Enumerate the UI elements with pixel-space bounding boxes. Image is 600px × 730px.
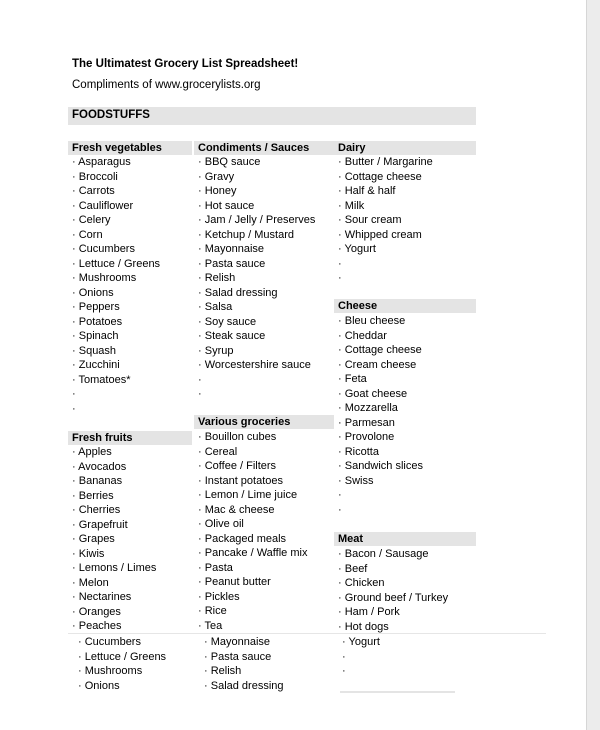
list-item: · Sandwich slices bbox=[338, 459, 423, 474]
header-fresh-fruits: Fresh fruits bbox=[68, 431, 192, 445]
list-item: · Nectarines bbox=[72, 590, 156, 605]
list-item: · Parmesan bbox=[338, 416, 423, 431]
list-item: · Pasta sauce bbox=[198, 257, 315, 272]
list-item: · Tea bbox=[198, 619, 307, 634]
list-item: · Whipped cream bbox=[338, 228, 433, 243]
header-meat: Meat bbox=[334, 532, 476, 546]
list-item bbox=[342, 650, 380, 665]
list-item: · Hot dogs bbox=[338, 620, 448, 635]
list-item: · Chicken bbox=[338, 576, 448, 591]
list-item: · Cheddar bbox=[338, 329, 423, 344]
list-item: · Lemons / Limes bbox=[72, 561, 156, 576]
list-item: · Mayonnaise bbox=[198, 242, 315, 257]
list-item: · Grapefruit bbox=[72, 518, 156, 533]
list-item: · Spinach bbox=[72, 329, 160, 344]
list-item bbox=[198, 373, 315, 388]
list-item: · Oranges bbox=[72, 605, 156, 620]
list-cheese bbox=[338, 314, 423, 517]
document-title: The Ultimatest Grocery List Spreadsheet! bbox=[72, 58, 299, 70]
list-item: · Peaches bbox=[72, 619, 156, 634]
section-title: FOODSTUFFS bbox=[72, 109, 150, 121]
list-item: · Mozzarella bbox=[338, 401, 423, 416]
list-item: · Butter / Margarine bbox=[338, 155, 433, 170]
list-item: · Mushrooms bbox=[72, 271, 160, 286]
list-item: · Carrots bbox=[72, 184, 160, 199]
list-item: · Celery bbox=[72, 213, 160, 228]
list-item: · Syrup bbox=[198, 344, 315, 359]
list-item: · Peppers bbox=[72, 300, 160, 315]
list-item: · Ricotta bbox=[338, 445, 423, 460]
list-item: · Relish bbox=[204, 664, 284, 679]
list-item: · Squash bbox=[72, 344, 160, 359]
header-cheese: Cheese bbox=[334, 299, 476, 313]
list-item: · Avocados bbox=[72, 460, 156, 475]
list-item: · Worcestershire sauce bbox=[198, 358, 315, 373]
list-item: · Salad dressing bbox=[204, 679, 284, 694]
list-item: · Bacon / Sausage bbox=[338, 547, 448, 562]
list-item: · Rice bbox=[198, 604, 307, 619]
list-item: · Cereal bbox=[198, 445, 307, 460]
list-item: · Bouillon cubes bbox=[198, 430, 307, 445]
list-item: · Mayonnaise bbox=[204, 635, 284, 650]
list-overflow-col1 bbox=[78, 635, 166, 693]
list-item: · Steak sauce bbox=[198, 329, 315, 344]
list-item: · Onions bbox=[72, 286, 160, 301]
list-item bbox=[338, 503, 423, 518]
list-item: · Pasta bbox=[198, 561, 307, 576]
list-item: · Melon bbox=[72, 576, 156, 591]
list-item: · Onions bbox=[78, 679, 166, 694]
list-overflow-col2 bbox=[204, 635, 284, 693]
list-fresh-fruits bbox=[72, 445, 156, 634]
list-item: · Pancake / Waffle mix bbox=[198, 546, 307, 561]
list-item: · Pasta sauce bbox=[204, 650, 284, 665]
list-item: · Zucchini bbox=[72, 358, 160, 373]
list-item: · Salad dressing bbox=[198, 286, 315, 301]
list-item: · Corn bbox=[72, 228, 160, 243]
list-item: · Instant potatoes bbox=[198, 474, 307, 489]
list-item: · Tomatoes* bbox=[72, 373, 160, 388]
section-header bbox=[68, 107, 476, 125]
list-various-groceries bbox=[198, 430, 307, 633]
list-item bbox=[342, 664, 380, 679]
header-fresh-vegetables: Fresh vegetables bbox=[68, 141, 192, 155]
list-item: · Honey bbox=[198, 184, 315, 199]
list-item: · Mushrooms bbox=[78, 664, 166, 679]
list-item: · BBQ sauce bbox=[198, 155, 315, 170]
list-item: · Goat cheese bbox=[338, 387, 423, 402]
list-item bbox=[198, 387, 315, 402]
list-item: · Soy sauce bbox=[198, 315, 315, 330]
list-item: · Sour cream bbox=[338, 213, 433, 228]
list-item: · Lettuce / Greens bbox=[72, 257, 160, 272]
list-item: · Beef bbox=[338, 562, 448, 577]
list-item bbox=[338, 257, 433, 272]
list-dairy bbox=[338, 155, 433, 286]
list-condiments bbox=[198, 155, 315, 402]
list-item: · Potatoes bbox=[72, 315, 160, 330]
list-item: · Yogurt bbox=[338, 242, 433, 257]
list-item: · Cherries bbox=[72, 503, 156, 518]
list-item: · Pickles bbox=[198, 590, 307, 605]
list-item: · Apples bbox=[72, 445, 156, 460]
list-item bbox=[338, 271, 433, 286]
header-various-groceries: Various groceries bbox=[194, 415, 334, 429]
list-item: · Asparagus bbox=[72, 155, 160, 170]
list-item: · Ground beef / Turkey bbox=[338, 591, 448, 606]
list-item: · Peanut butter bbox=[198, 575, 307, 590]
list-item: · Kiwis bbox=[72, 547, 156, 562]
list-item: · Olive oil bbox=[198, 517, 307, 532]
list-item: · Grapes bbox=[72, 532, 156, 547]
list-item: · Swiss bbox=[338, 474, 423, 489]
list-item: · Cottage cheese bbox=[338, 343, 423, 358]
list-item: · Broccoli bbox=[72, 170, 160, 185]
list-item: · Gravy bbox=[198, 170, 315, 185]
header-condiments: Condiments / Sauces bbox=[194, 141, 334, 155]
list-fresh-vegetables bbox=[72, 155, 160, 416]
list-meat bbox=[338, 547, 448, 634]
document-subtitle: Compliments of www.grocerylists.org bbox=[72, 79, 261, 91]
list-item bbox=[72, 402, 160, 417]
list-item bbox=[338, 488, 423, 503]
list-item: · Cottage cheese bbox=[338, 170, 433, 185]
list-item: · Hot sauce bbox=[198, 199, 315, 214]
list-item: · Bananas bbox=[72, 474, 156, 489]
list-item: · Half & half bbox=[338, 184, 433, 199]
list-item: · Lettuce / Greens bbox=[78, 650, 166, 665]
list-item bbox=[72, 387, 160, 402]
list-item: · Berries bbox=[72, 489, 156, 504]
cell-border bbox=[340, 691, 455, 693]
list-item: · Ham / Pork bbox=[338, 605, 448, 620]
list-item: · Lemon / Lime juice bbox=[198, 488, 307, 503]
list-item: · Milk bbox=[338, 199, 433, 214]
page-divider bbox=[68, 633, 546, 634]
list-item: · Cucumbers bbox=[78, 635, 166, 650]
list-item: · Ketchup / Mustard bbox=[198, 228, 315, 243]
list-item: · Yogurt bbox=[342, 635, 380, 650]
list-item: · Salsa bbox=[198, 300, 315, 315]
list-item: · Mac & cheese bbox=[198, 503, 307, 518]
list-item: · Feta bbox=[338, 372, 423, 387]
list-item: · Coffee / Filters bbox=[198, 459, 307, 474]
list-overflow-col3 bbox=[342, 635, 380, 679]
list-item: · Packaged meals bbox=[198, 532, 307, 547]
list-item: · Bleu cheese bbox=[338, 314, 423, 329]
list-item: · Jam / Jelly / Preserves bbox=[198, 213, 315, 228]
list-item: · Provolone bbox=[338, 430, 423, 445]
header-dairy: Dairy bbox=[334, 141, 476, 155]
list-item: · Relish bbox=[198, 271, 315, 286]
list-item: · Cauliflower bbox=[72, 199, 160, 214]
list-item: · Cream cheese bbox=[338, 358, 423, 373]
list-item: · Cucumbers bbox=[72, 242, 160, 257]
